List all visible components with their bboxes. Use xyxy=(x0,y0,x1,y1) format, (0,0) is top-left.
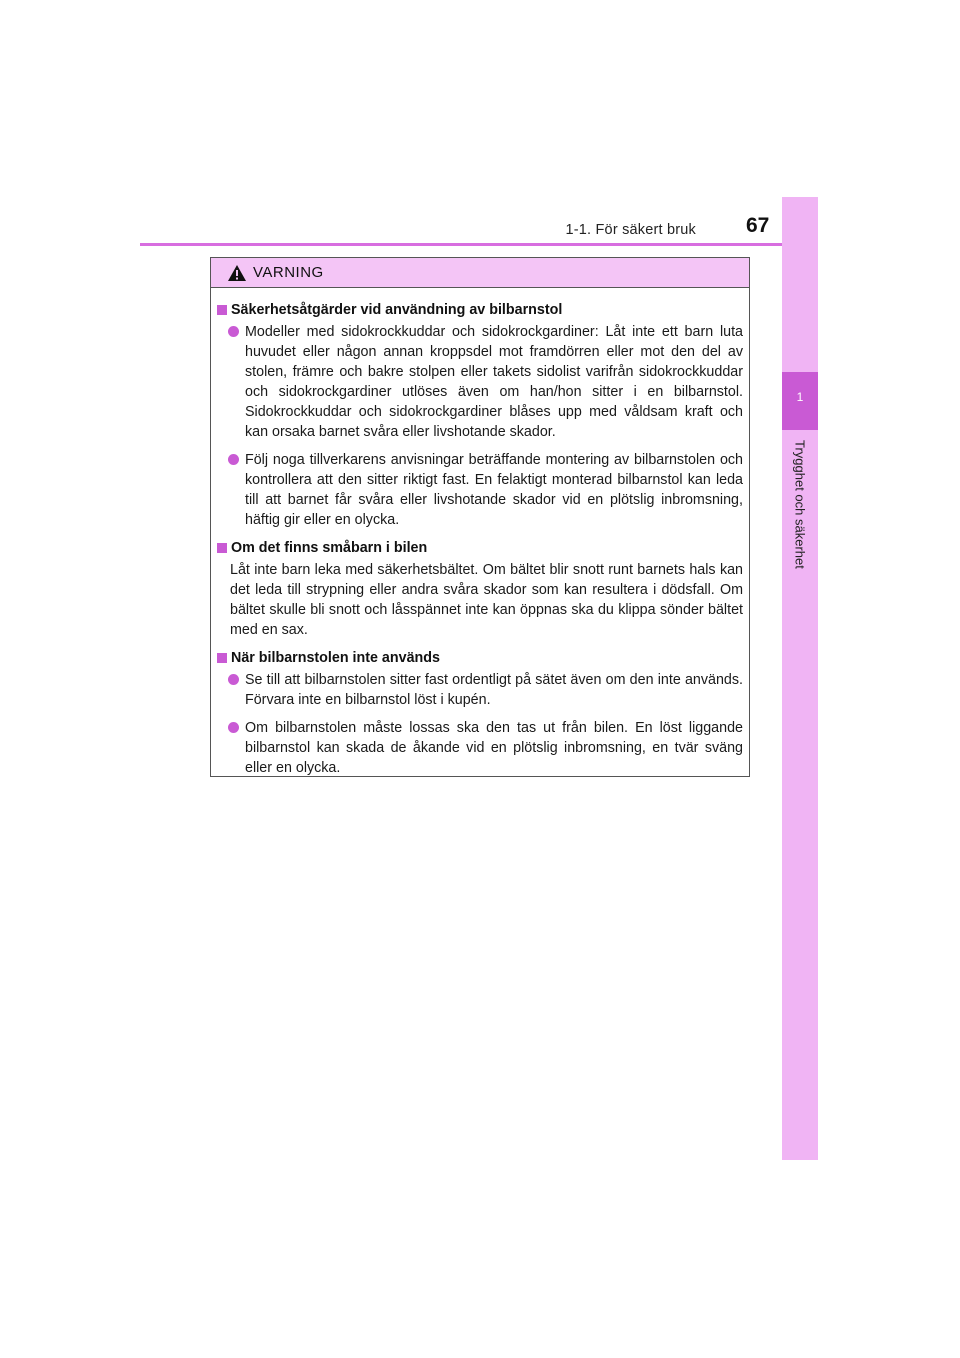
chapter-number: 1 xyxy=(796,390,804,404)
list-item-text: Modeller med sidokrockkuddar och sidokrockgardiner: Låt inte ett barn luta huvudet eller någon annan kroppsdel mot framdörren eller mot den del av stolen, främre och bakre stolpen eller takets sidolist varifrån sidokrockkuddar och sidokrockgardiner utlöses även om han/hon sitter i en bilbarnstol. Sidokrockkuddar och sidokrockgardiner blåses upp med våldsam kraft och kan orsaka barnet svåra eller livshotande skador. xyxy=(245,324,743,440)
section-title: 1-1. För säkert bruk xyxy=(565,222,696,238)
circle-bullet-icon xyxy=(228,454,239,465)
square-bullet-icon xyxy=(217,543,227,553)
list-item-text: Följ noga tillverkarens anvisningar beträffande montering av bilbarnstolen och kontrollera att den sitter riktigt fast. En felaktigt monterad bilbarnstol kan leda till att barnet får svåra eller livshotande skador vid en plötslig inbromsning, häftig gir eller en olycka. xyxy=(245,452,743,528)
section-heading-text: När bilbarnstolen inte används xyxy=(231,650,440,666)
square-bullet-icon xyxy=(217,305,227,315)
warning-triangle-icon xyxy=(227,264,247,282)
header-rule xyxy=(140,243,818,246)
warning-header xyxy=(211,258,749,288)
list-item xyxy=(225,322,743,442)
list-item xyxy=(225,450,743,530)
chapter-label: Trygghet och säkerhet xyxy=(792,440,808,569)
section-heading xyxy=(217,538,743,558)
warning-body xyxy=(211,288,749,778)
section-heading xyxy=(217,648,743,668)
page-number: 67 xyxy=(746,214,770,237)
section-heading-text: Om det finns småbarn i bilen xyxy=(231,540,428,556)
chapter-tab xyxy=(782,197,818,1160)
list-item xyxy=(225,718,743,778)
list-item xyxy=(225,670,743,710)
warning-box xyxy=(210,257,750,777)
section-paragraph: Låt inte barn leka med säkerhetsbältet. Om bältet blir snott runt barnets hals kan det leda till strypning eller andra svåra skador som kan resultera i dödsfall. Om bältet skulle bli snott och låsspännet inte kan öppnas ska du klippa sönder bältet med en sax. xyxy=(230,562,743,638)
list-item-text: Se till att bilbarnstolen sitter fast ordentligt på sätet även om den inte används. Förvara inte en bilbarnstol löst i kupén. xyxy=(245,672,743,708)
section-heading-text: Säkerhetsåtgärder vid användning av bilbarnstol xyxy=(231,302,563,318)
circle-bullet-icon xyxy=(228,326,239,337)
circle-bullet-icon xyxy=(228,722,239,733)
square-bullet-icon xyxy=(217,653,227,663)
section-heading xyxy=(217,300,743,320)
list-item-text: Om bilbarnstolen måste lossas ska den tas ut från bilen. En löst liggande bilbarnstol kan skada de åkande vid en plötslig inbromsning, en tvär sväng eller en olycka. xyxy=(245,720,743,776)
circle-bullet-icon xyxy=(228,674,239,685)
warning-title: VARNING xyxy=(253,264,324,281)
